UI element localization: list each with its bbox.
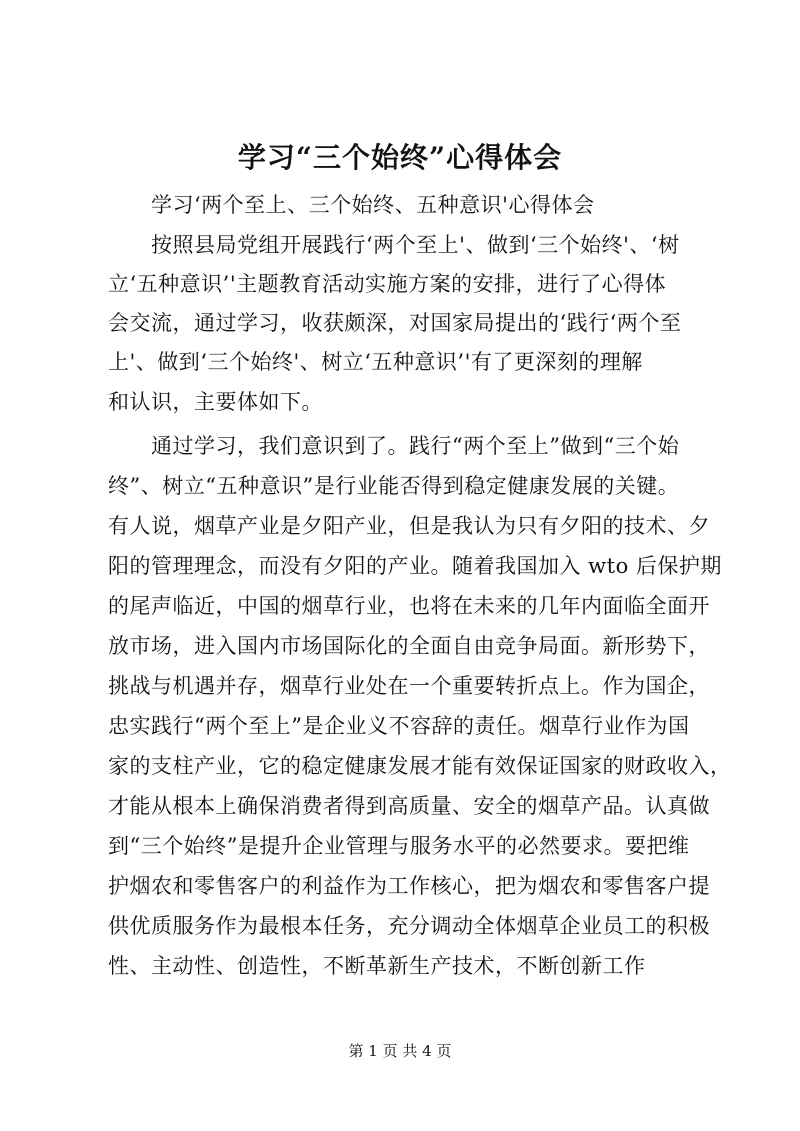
page-number: 第 1 页 共 4 页 bbox=[348, 1042, 452, 1060]
body-line: 阳的管理理念，而没有夕阳的产业。随着我国加入 wto 后保护期 bbox=[108, 554, 722, 578]
body-line: 放市场，进入国内市场国际化的全面自由竞争局面。新形势下， bbox=[108, 634, 710, 658]
body-line: 到“三个始终”是提升企业管理与服务水平的必然要求。要把维 bbox=[108, 834, 690, 858]
body-line: 的尾声临近，中国的烟草行业，也将在未来的几年内面临全面开 bbox=[108, 594, 710, 618]
document-title: 学习“三个始终”心得体会 bbox=[237, 141, 563, 174]
body-line: 家的支柱产业，它的稳定健康发展才能有效保证国家的财政收入， bbox=[108, 754, 732, 778]
body-line: 学习‘两个至上、三个始终、五种意识'心得体会 bbox=[108, 193, 595, 217]
body-line: 有人说，烟草产业是夕阳产业，但是我认为只有夕阳的技术、夕 bbox=[108, 514, 710, 538]
body-line: 挑战与机遇并存，烟草行业处在一个重要转折点上。作为国企， bbox=[108, 674, 710, 698]
body-line: 和认识，主要体如下。 bbox=[108, 390, 323, 414]
body-line: 按照县局党组开展践行‘两个至上'、做到‘三个始终'、‘树 bbox=[108, 233, 680, 257]
body-line: 供优质服务作为最根本任务，充分调动全体烟草企业员工的积极 bbox=[108, 914, 710, 938]
body-line: 立‘五种意识’'主题教育活动实施方案的安排，进行了心得体 bbox=[108, 272, 667, 296]
body-line: 忠实践行“两个至上”是企业义不容辞的责任。烟草行业作为国 bbox=[108, 714, 690, 738]
body-line: 才能从根本上确保消费者得到高质量、安全的烟草产品。认真做 bbox=[108, 794, 710, 818]
body-line: 会交流，通过学习，收获颇深，对国家局提出的‘践行‘两个至 bbox=[108, 311, 682, 335]
body-line: 护烟农和零售客户的利益作为工作核心，把为烟农和零售客户提 bbox=[108, 874, 710, 898]
body-line: 性、主动性、创造性，不断革新生产技术，不断创新工作 bbox=[108, 954, 646, 978]
body-line: 终”、树立“五种意识”是行业能否得到稳定健康发展的关键。 bbox=[108, 474, 680, 498]
body-line: 通过学习，我们意识到了。践行“两个至上”做到“三个始 bbox=[108, 434, 680, 458]
body-line: 上'、做到‘三个始终'、树立‘五种意识’'有了更深刻的理解 bbox=[108, 350, 643, 374]
